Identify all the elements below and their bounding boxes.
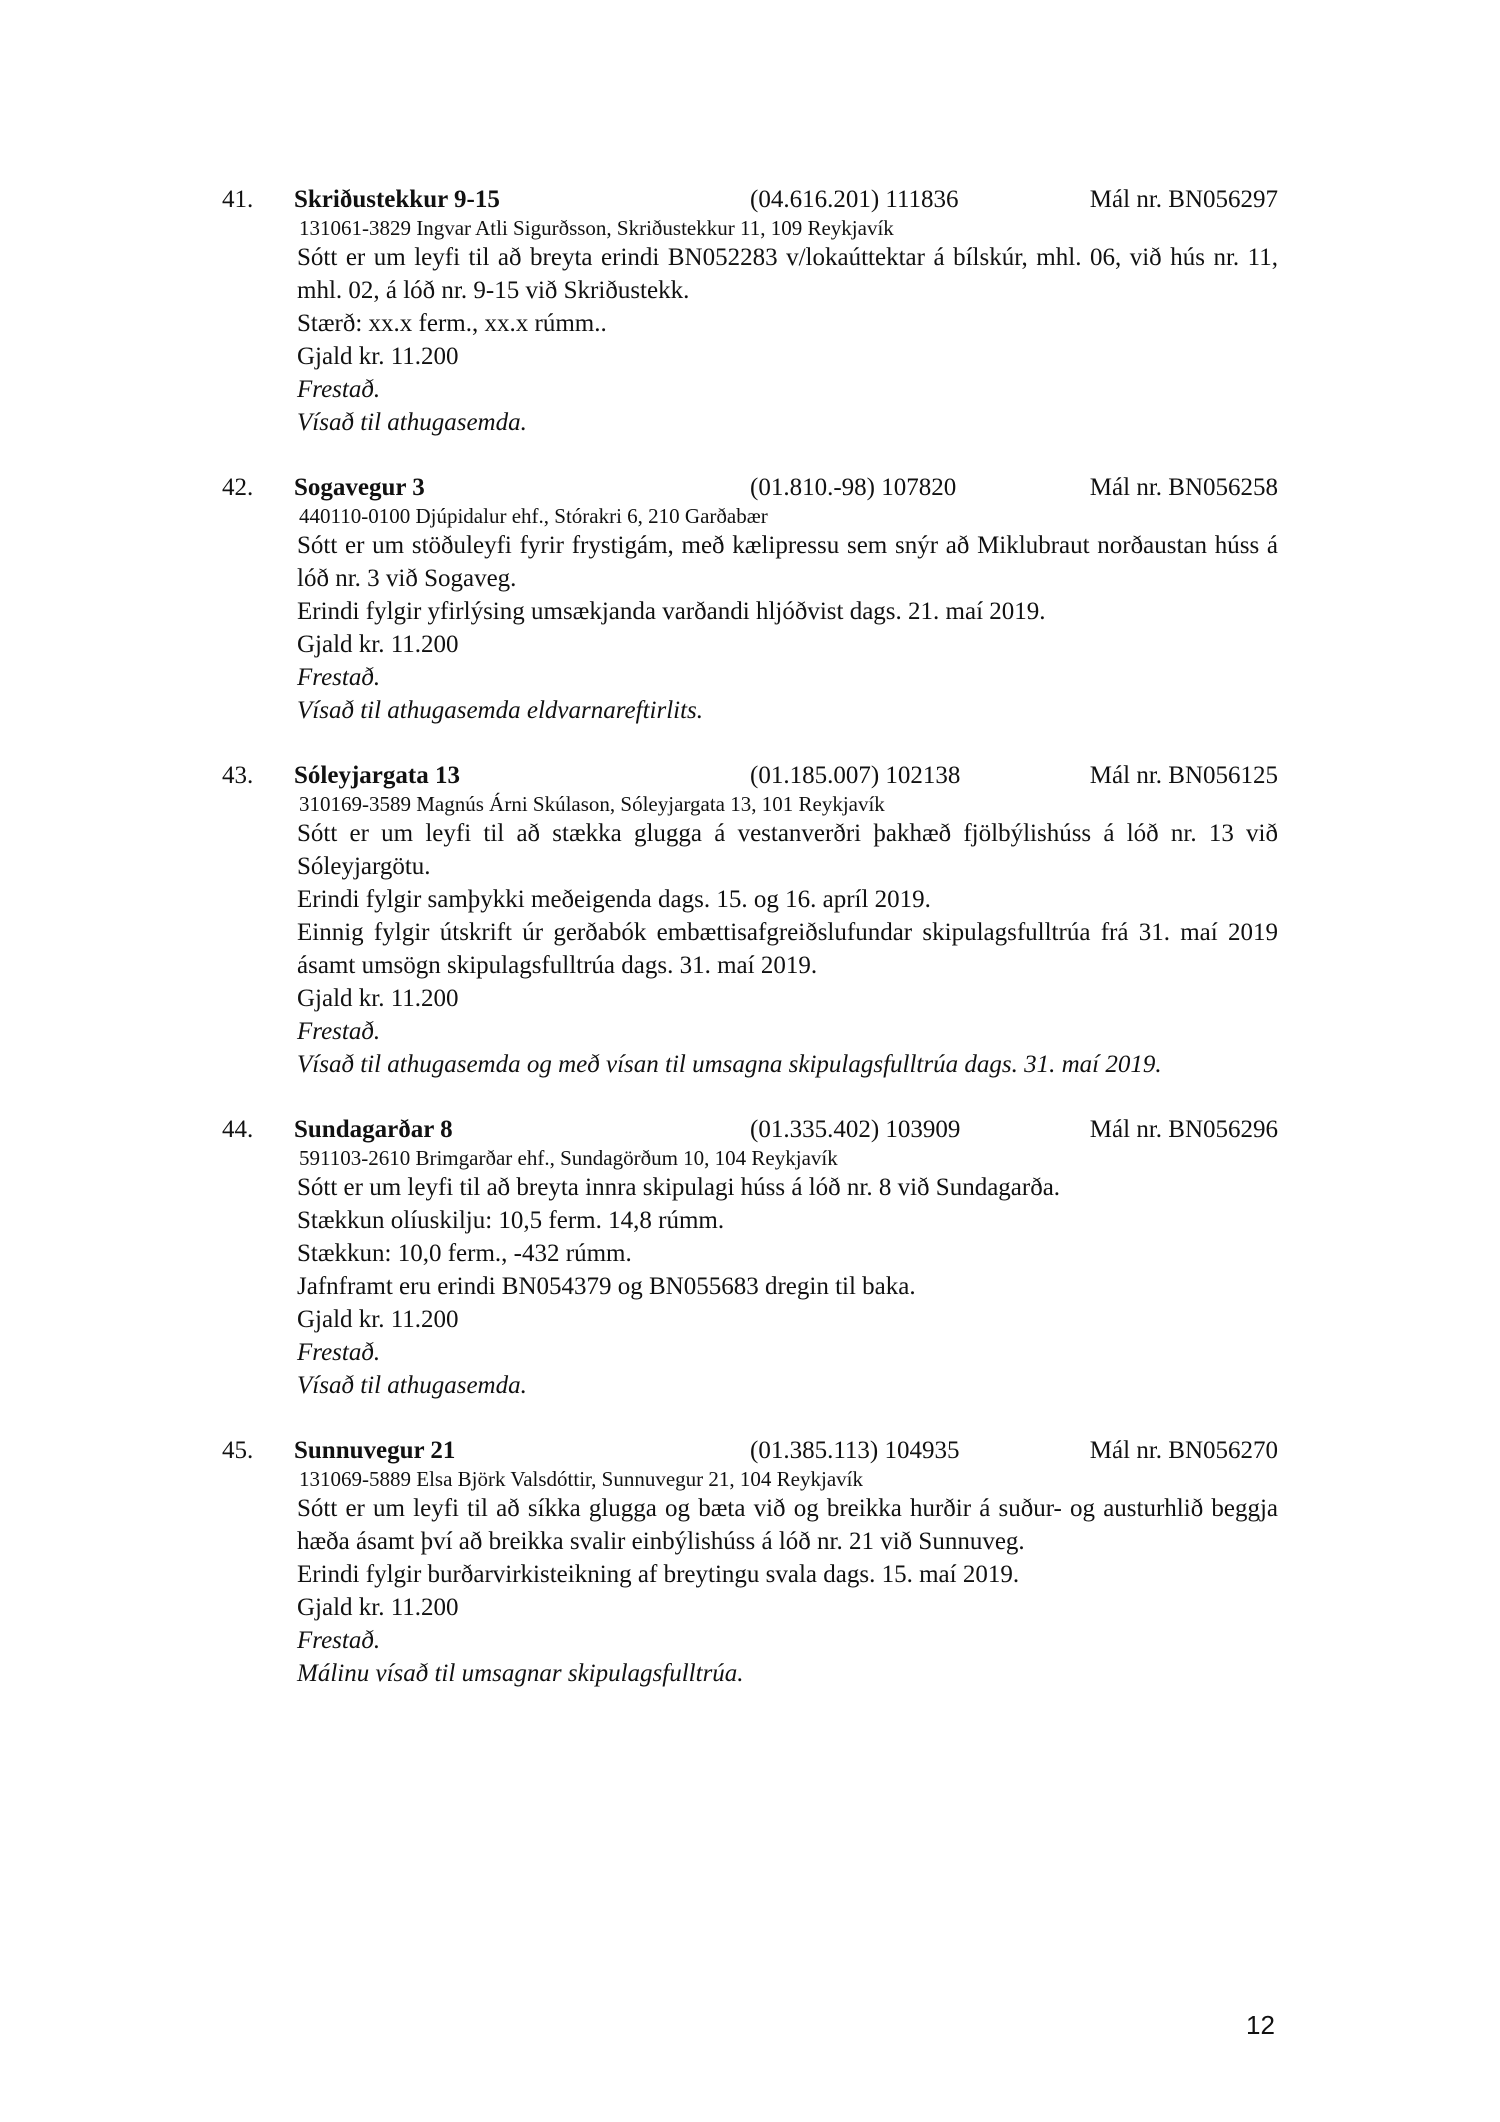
- case-detail-line: Gjald kr. 11.200: [297, 985, 459, 1012]
- case-address: Sundagarðar 8: [294, 1116, 453, 1143]
- case-detail-line: Stækkun: 10,0 ferm., -432 rúmm.: [297, 1240, 632, 1267]
- case-header: [222, 759, 1278, 792]
- case-entry: [222, 471, 1278, 727]
- case-entry: [222, 183, 1278, 439]
- case-address: Sogavegur 3: [294, 474, 425, 501]
- case-referral: Vísað til athugasemda eldvarnareftirlits.: [297, 697, 704, 724]
- case-number: 43.: [222, 762, 254, 789]
- case-referral: Vísað til athugasemda og með vísan til umsagna skipulagsfulltrúa dags. 31. maí 2019.: [297, 1051, 1162, 1078]
- case-detail-line: Erindi fylgir burðarvirkisteikning af breytingu svala dags. 15. maí 2019.: [297, 1561, 1020, 1588]
- case-entry: [222, 759, 1278, 1081]
- case-reference: Mál nr. BN056125: [1089, 762, 1278, 789]
- case-reference: Mál nr. BN056270: [1089, 1437, 1278, 1464]
- case-detail-line: Erindi fylgir samþykki meðeigenda dags. 15. og 16. apríl 2019.: [297, 886, 931, 913]
- case-header: [222, 1434, 1278, 1467]
- case-description: Sótt er um leyfi til að síkka glugga og bæta við og breikka hurðir á suður- og austurhlið beggja hæða ásamt því að breikka svalir einbýlishúss á lóð nr. 21 við Sunnuveg.: [297, 1495, 1278, 1555]
- applicant: 310169-3589 Magnús Árni Skúlason, Sóleyjargata 13, 101 Reykjavík: [299, 792, 885, 816]
- applicant: 131061-3829 Ingvar Atli Sigurðsson, Skriðustekkur 11, 109 Reykjavík: [299, 216, 894, 240]
- case-status: Frestað.: [297, 1627, 381, 1654]
- case-status: Frestað.: [297, 1339, 381, 1366]
- case-referral: Málinu vísað til umsagnar skipulagsfulltrúa.: [297, 1660, 744, 1687]
- case-header: [222, 183, 1278, 216]
- property-code: (04.616.201) 111836: [750, 186, 959, 213]
- case-detail-line: Gjald kr. 11.200: [297, 343, 459, 370]
- applicant: 591103-2610 Brimgarðar ehf., Sundagörðum 10, 104 Reykjavík: [299, 1146, 838, 1170]
- property-code: (01.385.113) 104935: [750, 1437, 960, 1464]
- case-detail-line: Gjald kr. 11.200: [297, 1594, 459, 1621]
- page-number: 12: [1246, 2010, 1275, 2040]
- case-referral: Vísað til athugasemda.: [297, 409, 527, 436]
- entries-list: [222, 183, 1278, 1722]
- case-number: 45.: [222, 1437, 254, 1464]
- case-entry: [222, 1113, 1278, 1402]
- case-detail-line: Jafnframt eru erindi BN054379 og BN055683 dregin til baka.: [297, 1273, 916, 1300]
- case-description: Sótt er um leyfi til að breyta innra skipulagi húss á lóð nr. 8 við Sundagarða.: [297, 1174, 1061, 1201]
- case-detail-line: Gjald kr. 11.200: [297, 631, 459, 658]
- case-detail-line: Gjald kr. 11.200: [297, 1306, 459, 1333]
- case-address: Skriðustekkur 9-15: [294, 186, 500, 213]
- case-description: Sótt er um leyfi til að breyta erindi BN052283 v/lokaúttektar á bílskúr, mhl. 06, við hús nr. 11, mhl. 02, á lóð nr. 9-15 við Skriðustekk.: [297, 244, 1278, 304]
- case-description: Sótt er um stöðuleyfi fyrir frystigám, með kælipressu sem snýr að Miklubraut norðaustan húss á lóð nr. 3 við Sogaveg.: [297, 532, 1278, 592]
- case-reference: Mál nr. BN056258: [1089, 474, 1278, 501]
- case-body: [297, 1467, 1278, 1690]
- case-body: [297, 216, 1278, 439]
- case-detail-line: Stækkun olíuskilju: 10,5 ferm. 14,8 rúmm.: [297, 1207, 725, 1234]
- case-number: 42.: [222, 474, 254, 501]
- case-status: Frestað.: [297, 664, 381, 691]
- case-reference: Mál nr. BN056296: [1089, 1116, 1278, 1143]
- applicant: 440110-0100 Djúpidalur ehf., Stórakri 6, 210 Garðabær: [299, 504, 768, 528]
- case-address: Sóleyjargata 13: [294, 762, 460, 789]
- case-body: [297, 504, 1278, 727]
- case-description: Sótt er um leyfi til að stækka glugga á vestanverðri þakhæð fjölbýlishúss á lóð nr. 13 við Sóleyjargötu.: [297, 820, 1278, 880]
- case-address: Sunnuvegur 21: [294, 1437, 456, 1464]
- property-code: (01.335.402) 103909: [750, 1116, 961, 1143]
- case-status: Frestað.: [297, 376, 381, 403]
- property-code: (01.185.007) 102138: [750, 762, 961, 789]
- applicant: 131069-5889 Elsa Björk Valsdóttir, Sunnuvegur 21, 104 Reykjavík: [299, 1467, 863, 1491]
- case-status: Frestað.: [297, 1018, 381, 1045]
- case-header: [222, 1113, 1278, 1146]
- case-entry: [222, 1434, 1278, 1690]
- case-detail-line: Erindi fylgir yfirlýsing umsækjanda varðandi hljóðvist dags. 21. maí 2019.: [297, 598, 1046, 625]
- case-referral: Vísað til athugasemda.: [297, 1372, 527, 1399]
- property-code: (01.810.-98) 107820: [750, 474, 957, 501]
- case-number: 44.: [222, 1116, 254, 1143]
- case-detail-line: Einnig fylgir útskrift úr gerðabók embættisafgreiðslufundar skipulagsfulltrúa frá 31. maí 2019 ásamt umsögn skipulagsfulltrúa dags. 31. maí 2019.: [297, 919, 1278, 979]
- case-body: [297, 792, 1278, 1081]
- case-body: [297, 1146, 1278, 1402]
- case-reference: Mál nr. BN056297: [1089, 186, 1278, 213]
- case-detail-line: Stærð: xx.x ferm., xx.x rúmm..: [297, 310, 607, 337]
- case-header: [222, 471, 1278, 504]
- case-number: 41.: [222, 186, 254, 213]
